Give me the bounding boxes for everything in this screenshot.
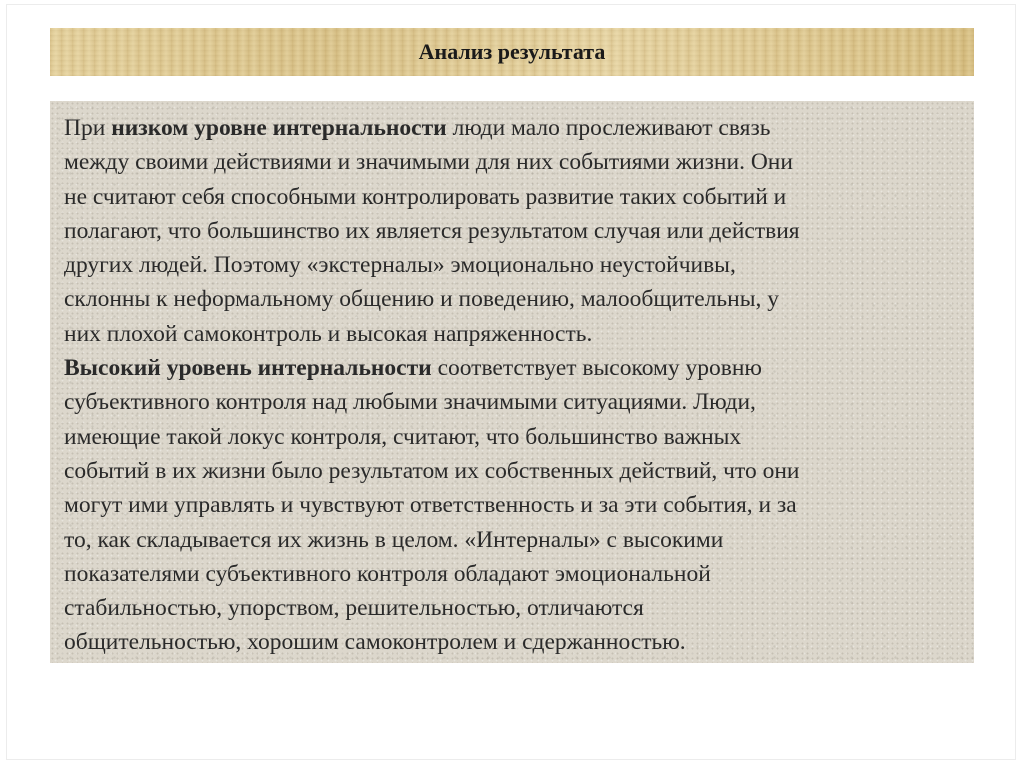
text-segment: соответствует высокому уровню (431, 355, 762, 382)
text-line: полагают, что большинство их является результатом случая или действия (64, 217, 800, 244)
text-line: них плохой самоконтроль и высокая напряженность. (64, 320, 593, 347)
text-line (64, 111, 960, 145)
bold-term-low-internality: низком уровне интернальности (111, 115, 447, 141)
text-line: могут ими управлять и чувствуют ответственность и за эти события, и за (64, 492, 797, 519)
text-line: общительностью, хорошим самоконтролем и сдержанностью. (64, 629, 686, 656)
text-segment: При (64, 115, 112, 141)
text-line: других людей. Поэтому «экстерналы» эмоционально неустойчивы, (64, 252, 736, 279)
text-line: то, как складывается их жизнь в целом. «Интерналы» с высокими (64, 526, 724, 553)
text-segment: люди мало прослеживают связь (446, 115, 771, 141)
text-line (64, 351, 960, 385)
text-line: имеющие такой локус контроля, считают, что большинство важных (64, 423, 742, 450)
text-line: не считают себя способными контролировать развитие таких событий и (64, 183, 787, 210)
text-line: событий в их жизни было результатом их собственных действий, что они (64, 457, 800, 484)
title-bar (50, 28, 974, 76)
content-box (50, 101, 974, 663)
bold-term-high-internality: Высокий уровень интернальности (64, 355, 432, 382)
text-line: субъективного контроля над любыми значимыми ситуациями. Люди, (64, 389, 756, 416)
text-line: стабильностью, упорством, решительностью, отличаются (64, 595, 644, 622)
body-text (64, 111, 960, 660)
text-line: между своими действиями и значимыми для них событиями жизни. Они (64, 149, 793, 176)
slide-title: Анализ результата (418, 39, 606, 64)
text-line: показателями субъективного контроля обладают эмоциональной (64, 560, 711, 587)
text-line: склонны к неформальному общению и поведению, малообщительны, у (64, 286, 779, 313)
